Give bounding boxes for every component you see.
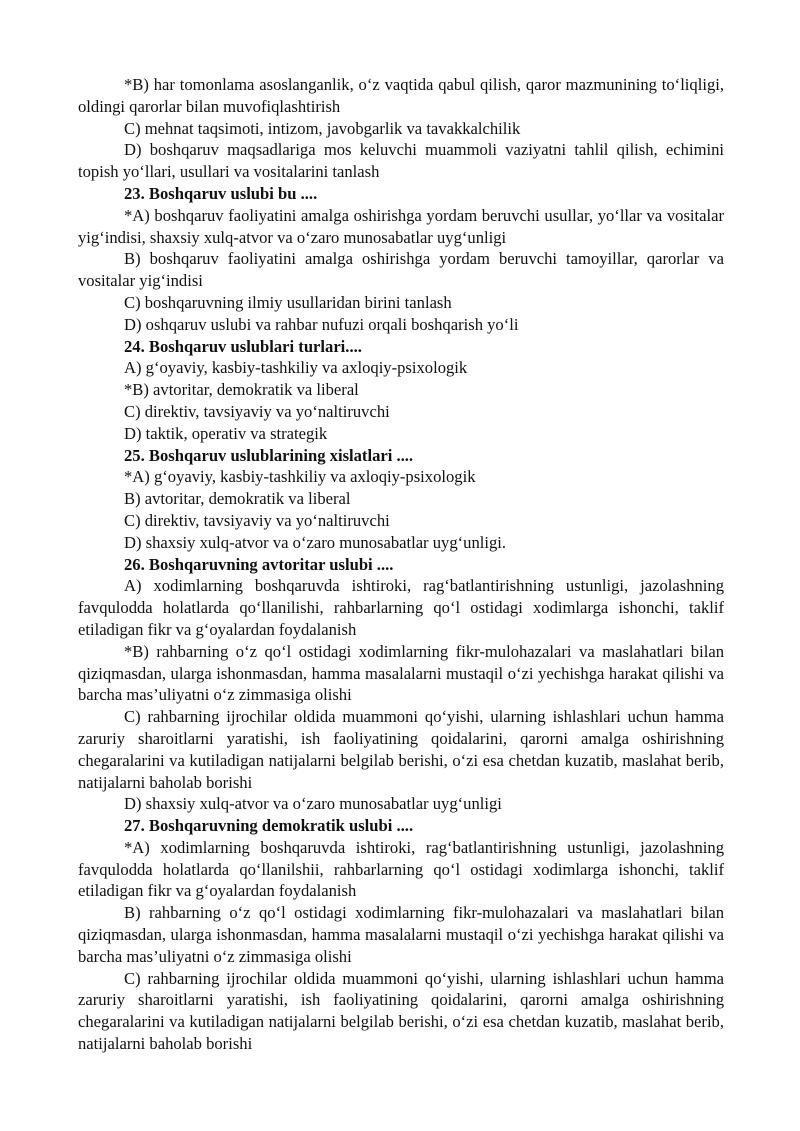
answer-option: D) boshqaruv maqsadlariga mos keluvchi muammoli vaziyatni tahlil qilish, echimini topish yo‘llari, usullari va vositalarini tanlash — [78, 140, 724, 182]
question-heading: 26. Boshqaruvning avtoritar uslubi .... — [124, 554, 394, 574]
question-heading: 24. Boshqaruv uslublari turlari.... — [124, 336, 362, 356]
answer-option: D) shaxsiy xulq-atvor va o‘zaro munosabatlar uyg‘unligi — [124, 794, 502, 814]
question-heading: 27. Boshqaruvning demokratik uslubi .... — [124, 816, 414, 836]
answer-option: A) g‘oyaviy, kasbiy-tashkiliy va axloqiy-psixologik — [124, 358, 468, 378]
answer-option: C) direktiv, tavsiyaviy va yo‘naltiruvchi — [124, 401, 390, 421]
answer-option: *B) avtoritar, demokratik va liberal — [124, 380, 359, 400]
answer-option: B) rahbarning o‘z qo‘l ostidagi xodimlarning fikr-mulohazalari va maslahatlari bilan qiziqmasdan, ularga ishonmasdan, hamma masalalarni mustaqil o‘zi yechishga harakat qilishi va barcha mas’uliyatni o‘z zimmasiga olishi — [78, 903, 724, 966]
answer-option: C) direktiv, tavsiyaviy va yo‘naltiruvchi — [124, 510, 390, 530]
answer-option: D) shaxsiy xulq-atvor va o‘zaro munosabatlar uyg‘unligi. — [124, 532, 507, 552]
answer-option: C) rahbarning ijrochilar oldida muammoni qo‘yishi, ularning ishlashlari uchun hamma zaruriy sharoitlarni yaratishi, ish faoliyatining qoidalarini, qarorni amalga oshirishning chegaralarini va kutiladigan natijalarni belgilab berishi, o‘zi esa chetdan kuzatib, maslahat berib, natijalarni baholab borishi — [78, 968, 724, 1054]
question-heading: 23. Boshqaruv uslubi bu .... — [124, 183, 318, 203]
answer-option: *A) boshqaruv faoliyatini amalga oshirishga yordam beruvchi usullar, yo‘llar va vositalar yig‘indisi, shaxsiy xulq-atvor va o‘zaro munosabatlar uyg‘unligi — [78, 205, 724, 247]
document-page — [78, 74, 724, 1055]
answer-option: *A) xodimlarning boshqaruvda ishtiroki, rag‘batlantirishning ustunligi, jazolashning favqulodda holatlarda qo‘llanilshii, rahbarlarning qo‘l ostidagi xodimlarga ishonchi, taklif etiladigan fikr va g‘oyalardan foydalanish — [78, 837, 724, 901]
answer-option: B) avtoritar, demokratik va liberal — [124, 489, 351, 509]
question-heading: 25. Boshqaruv uslublarining xislatlari .... — [124, 445, 414, 465]
answer-option: D) taktik, operativ va strategik — [124, 423, 328, 443]
answer-option: C) rahbarning ijrochilar oldida muammoni qo‘yishi, ularning ishlashlari uchun hamma zaruriy sharoitlarni yaratishi, ish faoliyatining qoidalarini, qarorni amalga oshirishning chegaralarini va kutiladigan natijalarni belgilab berishi, o‘zi esa chetdan kuzatib, maslahat berib, natijalarni baholab borishi — [78, 707, 724, 792]
answer-option: D) oshqaruv uslubi va rahbar nufuzi orqali boshqarish yo‘li — [124, 314, 519, 334]
answer-option: C) mehnat taqsimoti, intizom, javobgarlik va tavakkalchilik — [124, 118, 521, 138]
answer-option: *B) har tomonlama asoslanganlik, o‘z vaqtida qabul qilish, qaror mazmunining to‘liqligi, oldingi qarorlar bilan muvofiqlashtirish — [78, 75, 724, 116]
answer-option: *A) g‘oyaviy, kasbiy-tashkiliy va axloqiy-psixologik — [124, 467, 476, 487]
answer-option: A) xodimlarning boshqaruvda ishtiroki, rag‘batlantirishning ustunligi, jazolashning favqulodda holatlarda qo‘llanilishi, rahbarlarning qo‘l ostidagi xodimlarga ishonchi, taklif etiladigan fikr va g‘oyalardan foydalanish — [78, 576, 724, 639]
answer-option: C) boshqaruvning ilmiy usullaridan birini tanlash — [124, 292, 452, 312]
answer-option: *B) rahbarning o‘z qo‘l ostidagi xodimlarning fikr-mulohazalari va maslahatlari bilan qiziqmasdan, ularga ishonmasdan, hamma masalalarni mustaqil o‘zi yechishga harakat qilishi va barcha mas’uliyatni o‘z zimmasiga olishi — [78, 641, 724, 705]
answer-option: B) boshqaruv faoliyatini amalga oshirishga yordam beruvchi tamoyillar, qarorlar va vositalar yig‘indisi — [78, 249, 724, 291]
